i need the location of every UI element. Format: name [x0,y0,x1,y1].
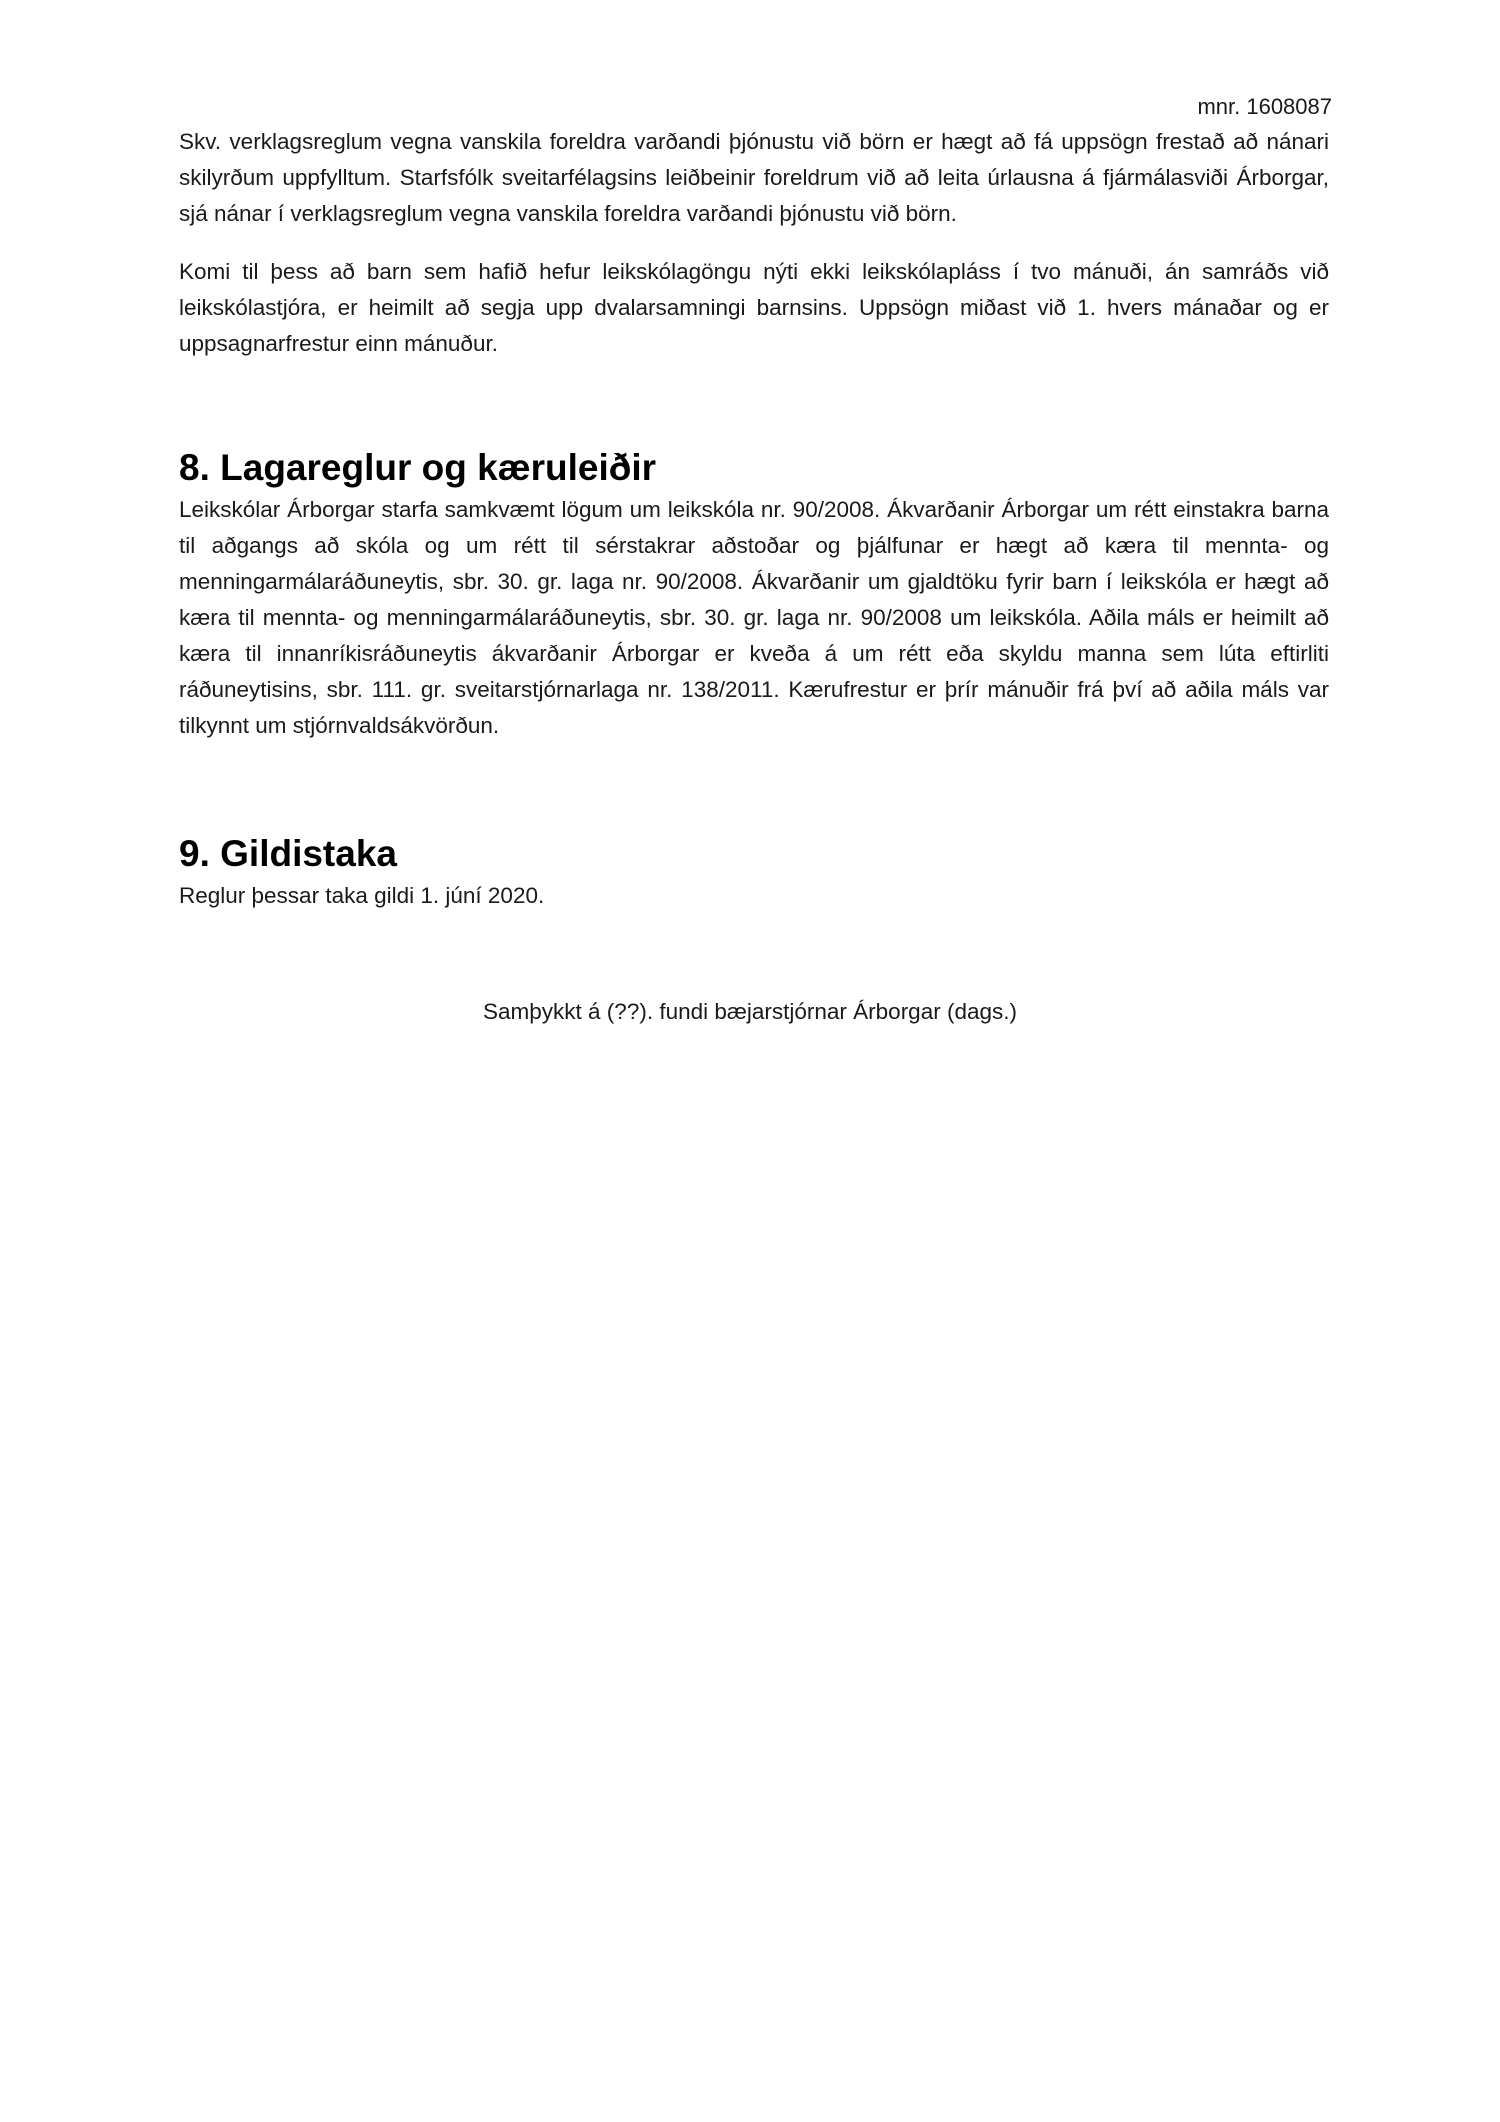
section-8-body [179,492,1329,744]
intro-paragraph-2 [179,254,1329,362]
paragraph-text: Leikskólar Árborgar starfa samkvæmt lögum um leikskóla nr. 90/2008. Ákvarðanir Árborgar um rétt einstakra barna til aðgangs að skóla og um rétt til sérstakrar aðstoðar og þjálfunar er hægt að kæra til mennta- og menningarmálaráðuneytis, sbr. 30. gr. laga nr. 90/2008. Ákvarðanir um gjaldtöku fyrir barn í leikskóla er hægt að kæra til mennta- og menningarmálaráðuneytis, sbr. 30. gr. laga nr. 90/2008 um leikskóla. Aðila máls er heimilt að kæra til innanríkisráðuneytis ákvarðanir Árborgar er kveða á um rétt eða skyldu manna sem lúta eftirliti ráðuneytisins, sbr. 111. gr. sveitarstjórnarlaga nr. 138/2011. Kærufrestur er þrír mánuðir frá því að aðila máls var tilkynnt um stjórnvaldsákvörðun. [179,497,1329,738]
reference-number: mnr. 1608087 [1197,94,1332,119]
paragraph-text: Komi til þess að barn sem hafið hefur leikskólagöngu nýti ekki leikskólapláss í tvo mánuði, án samráðs við leikskólastjóra, er heimilt að segja upp dvalarsamningi barnsins. Uppsögn miðast við 1. hvers mánaðar og er uppsagnarfrestur einn mánuður. [179,259,1329,356]
approval-line: Samþykkt á (??). fundi bæjarstjórnar Árborgar (dags.) [483,999,1017,1024]
section-9-body [179,878,1329,914]
paragraph-text: Reglur þessar taka gildi 1. júní 2020. [179,883,545,908]
paragraph-text: Skv. verklagsreglum vegna vanskila foreldra varðandi þjónustu við börn er hægt að fá uppsögn frestað að nánari skilyrðum uppfylltum. Starfsfólk sveitarfélagsins leiðbeinir foreldrum við að leita úrlausna á fjármálasviði Árborgar, sjá nánar í verklagsreglum vegna vanskila foreldra varðandi þjónustu við börn. [179,129,1329,226]
section-9-heading: 9. Gildistaka [179,833,397,874]
intro-paragraph-1 [179,124,1329,232]
section-8-heading: 8. Lagareglur og kæruleiðir [179,447,657,488]
